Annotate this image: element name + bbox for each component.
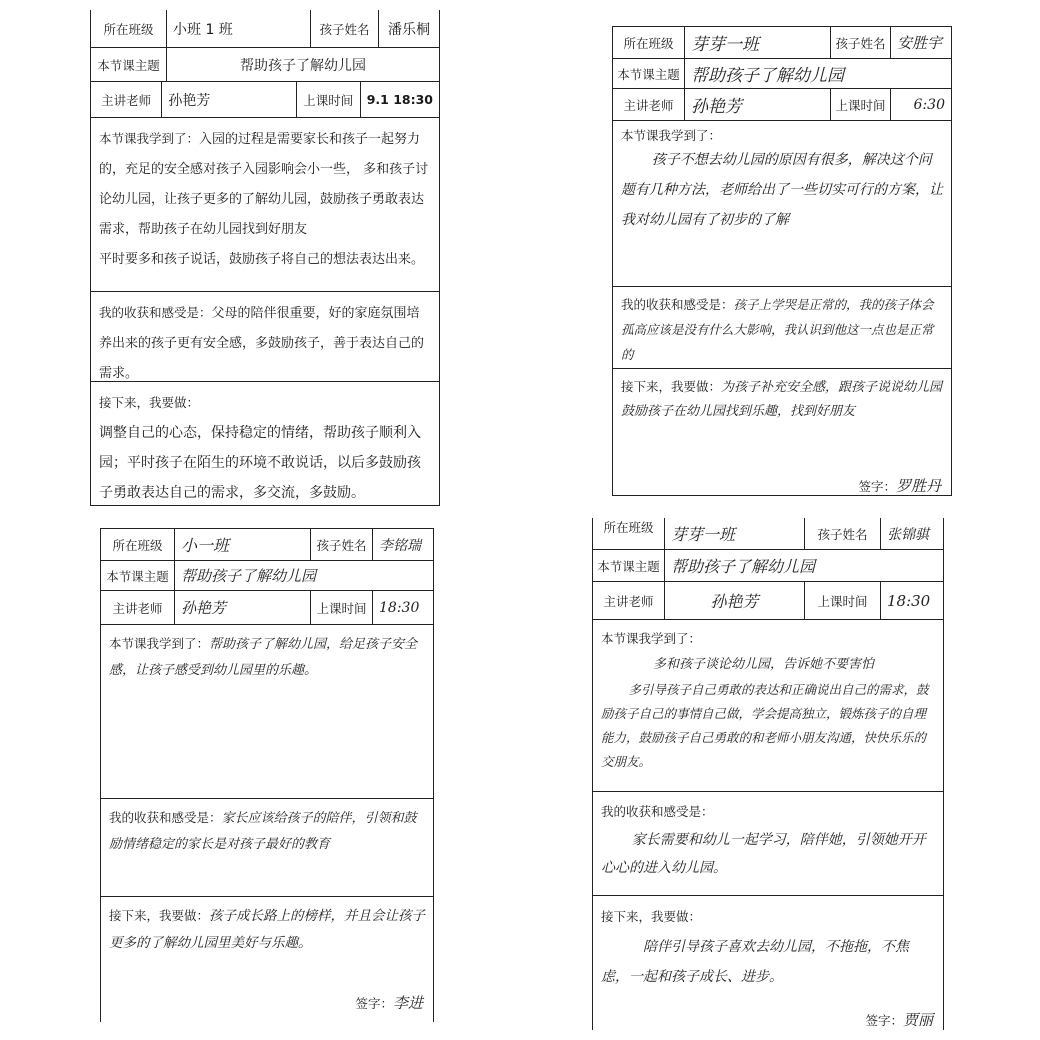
- gains-label: 我的收获和感受是：: [109, 810, 222, 825]
- gains-section: [593, 792, 943, 896]
- teacher-value: 孙艳芳: [685, 89, 831, 120]
- next-label: 接下来，我要做：: [109, 908, 210, 923]
- time-value: 6:30: [913, 96, 945, 113]
- theme-value: 帮助孩子了解幼儿园: [240, 57, 366, 74]
- time-label: 上课时间: [805, 582, 881, 619]
- learned-text: 入园的过程是需要家长和孩子一起努力的，充足的安全感对孩子入园影响会小一些， 多和孩子讨论幼儿园，让孩子更多的了解幼儿园，鼓励孩子勇敢表达需求，帮助孩子在幼儿园找到好朋友: [99, 132, 429, 237]
- learned-label: 本节课我学到了：: [621, 128, 722, 143]
- child-name-label: 孩子姓名: [311, 10, 379, 47]
- gains-label: 我的收获和感受是：: [601, 804, 714, 819]
- theme-label: 本节课主题: [101, 561, 175, 590]
- time-label: 上课时间: [831, 89, 891, 120]
- time-label: 上课时间: [311, 591, 373, 624]
- teacher-value: 孙艳芳: [665, 582, 805, 619]
- teacher-label: 主讲老师: [613, 89, 685, 120]
- feedback-form-2: [612, 26, 952, 496]
- form-row-teacher: [613, 89, 951, 121]
- gains-section: [91, 292, 439, 382]
- next-section: [613, 369, 951, 497]
- signature-label: 签字：: [858, 479, 896, 494]
- time-value: 9.1 18:30: [366, 92, 433, 107]
- learned-text: 多和孩子谈论幼儿园，告诉她不要害怕: [653, 657, 875, 672]
- form-row-teacher: [91, 82, 439, 118]
- child-name-value: 李铭瑞: [379, 537, 421, 554]
- class-label: 所在班级: [91, 10, 167, 47]
- learned-label: 本节课我学到了：: [601, 631, 702, 646]
- form-row-theme: [593, 550, 943, 582]
- next-label: 接下来，我要做：: [99, 395, 200, 410]
- form-row-theme: [101, 561, 433, 591]
- signature-value: 罗胜丹: [895, 477, 941, 495]
- gains-text: 父母的陪伴很重要，好的家庭氛围培养出来的孩子更有安全感，多鼓励孩子，善于表达自己的需求。: [99, 306, 425, 381]
- feedback-form-4: [592, 518, 944, 1030]
- child-name-value: 安胜宇: [897, 34, 943, 52]
- signature-value: 李进: [392, 994, 423, 1012]
- teacher-label: 主讲老师: [593, 582, 665, 619]
- gains-text: 家长应该给孩子的陪伴，引领和鼓励情绪稳定的家长是对孩子最好的教育: [109, 811, 417, 852]
- gains-text: 孩子上学哭是正常的，我的孩子体会孤高应该是没有什么大影响，我认识到他这一点也是正常的: [621, 297, 934, 362]
- gains-section: [101, 799, 433, 897]
- form-row-theme: [613, 59, 951, 89]
- class-label: 所在班级: [613, 27, 685, 58]
- class-value: 小班 1 班: [167, 10, 311, 47]
- child-name-value: 张锦骐: [887, 526, 929, 543]
- teacher-value: 孙艳芳: [162, 82, 296, 117]
- form-row-class: [101, 529, 433, 561]
- next-label: 接下来，我要做：: [621, 379, 722, 394]
- time-value: 18:30: [379, 599, 420, 616]
- teacher-value: 孙艳芳: [175, 591, 311, 624]
- class-value: 小一班: [175, 529, 311, 560]
- form-row-teacher: [593, 582, 943, 620]
- gains-section: [613, 287, 951, 369]
- signature-label: 签字：: [865, 1013, 903, 1028]
- feedback-form-3: [100, 528, 434, 1022]
- form-row-class: [613, 27, 951, 59]
- next-text: 为孩子补充安全感，跟孩子说说幼儿园鼓励孩子在幼儿园找到乐趣，找到好朋友: [621, 380, 943, 419]
- theme-label: 本节课主题: [593, 550, 665, 581]
- next-section: [91, 382, 439, 506]
- signature: [865, 1005, 933, 1036]
- learned-section: [613, 121, 951, 287]
- next-text: 调整自己的心态，保持稳定的情绪，帮助孩子顺利入园；平时孩子在陌生的环境不敢说话，以后多鼓励孩子勇敢表达自己的需求，多交流，多鼓励。: [99, 425, 421, 501]
- signature: [858, 474, 941, 499]
- learned-text: 帮助孩子了解幼儿园，给足孩子安全感，让孩子感受到幼儿园里的乐趣。: [109, 637, 418, 678]
- form-row-theme: [91, 48, 439, 82]
- learned-text-2: 平时要多和孩子说话，鼓励孩子将自己的想法表达出来。: [99, 252, 425, 267]
- next-text: 陪伴引导孩子喜欢去幼儿园，不拖拖，不焦虑，一起和孩子成长、进步。: [601, 939, 909, 985]
- signature: [355, 990, 423, 1017]
- learned-label: 本节课我学到了：: [109, 636, 210, 651]
- class-label: 所在班级: [101, 529, 175, 560]
- gains-label: 我的收获和感受是：: [99, 305, 212, 320]
- form-row-teacher: [101, 591, 433, 625]
- learned-label: 本节课我学到了：: [99, 131, 200, 146]
- teacher-label: 主讲老师: [101, 591, 175, 624]
- child-name-label: 孩子姓名: [831, 27, 891, 58]
- next-label: 接下来，我要做：: [601, 909, 702, 924]
- gains-text: 家长需要和幼儿一起学习，陪伴她，引领她开开心心的进入幼儿园。: [601, 832, 926, 876]
- signature-value: 贾丽: [902, 1011, 933, 1029]
- next-section: [593, 896, 943, 1030]
- theme-label: 本节课主题: [613, 59, 685, 88]
- theme-value: 帮助孩子了解幼儿园: [671, 557, 816, 576]
- child-name-label: 孩子姓名: [311, 529, 373, 560]
- teacher-label: 主讲老师: [91, 82, 162, 117]
- next-text: 孩子成长路上的榜样，并且会让孩子更多的了解幼儿园里美好与乐趣。: [109, 908, 426, 951]
- class-value: 芽芽一班: [685, 27, 831, 58]
- form-row-class: [91, 10, 439, 48]
- time-label: 上课时间: [297, 82, 361, 117]
- learned-section: [101, 625, 433, 799]
- theme-label: 本节课主题: [91, 48, 167, 81]
- next-section: [101, 897, 433, 1023]
- class-value: 芽芽一班: [665, 518, 805, 549]
- gains-label: 我的收获和感受是：: [621, 297, 734, 312]
- learned-section: [91, 118, 439, 292]
- feedback-form-1: [90, 10, 440, 506]
- learned-section: [593, 620, 943, 792]
- class-label: 所在班级: [593, 518, 665, 549]
- child-name-value: 潘乐桐: [388, 21, 430, 38]
- learned-text-2: 多引导孩子自己勇敢的表达和正确说出自己的需求，鼓励孩子自己的事情自己做，学会提高独立，锻炼孩子的自理能力，鼓励孩子自己勇敢的和老师小朋友沟通，快快乐乐的交朋友。: [601, 682, 929, 769]
- time-value: 18:30: [887, 591, 931, 610]
- learned-text: 孩子不想去幼儿园的原因有很多，解决这个问题有几种方法，老师给出了一些切实可行的方案，让我对幼儿园有了初步的了解: [621, 152, 943, 228]
- child-name-label: 孩子姓名: [805, 518, 881, 549]
- theme-value: 帮助孩子了解幼儿园: [691, 66, 844, 86]
- theme-value: 帮助孩子了解幼儿园: [181, 567, 317, 585]
- form-row-class: [593, 518, 943, 550]
- signature-label: 签字：: [355, 996, 393, 1011]
